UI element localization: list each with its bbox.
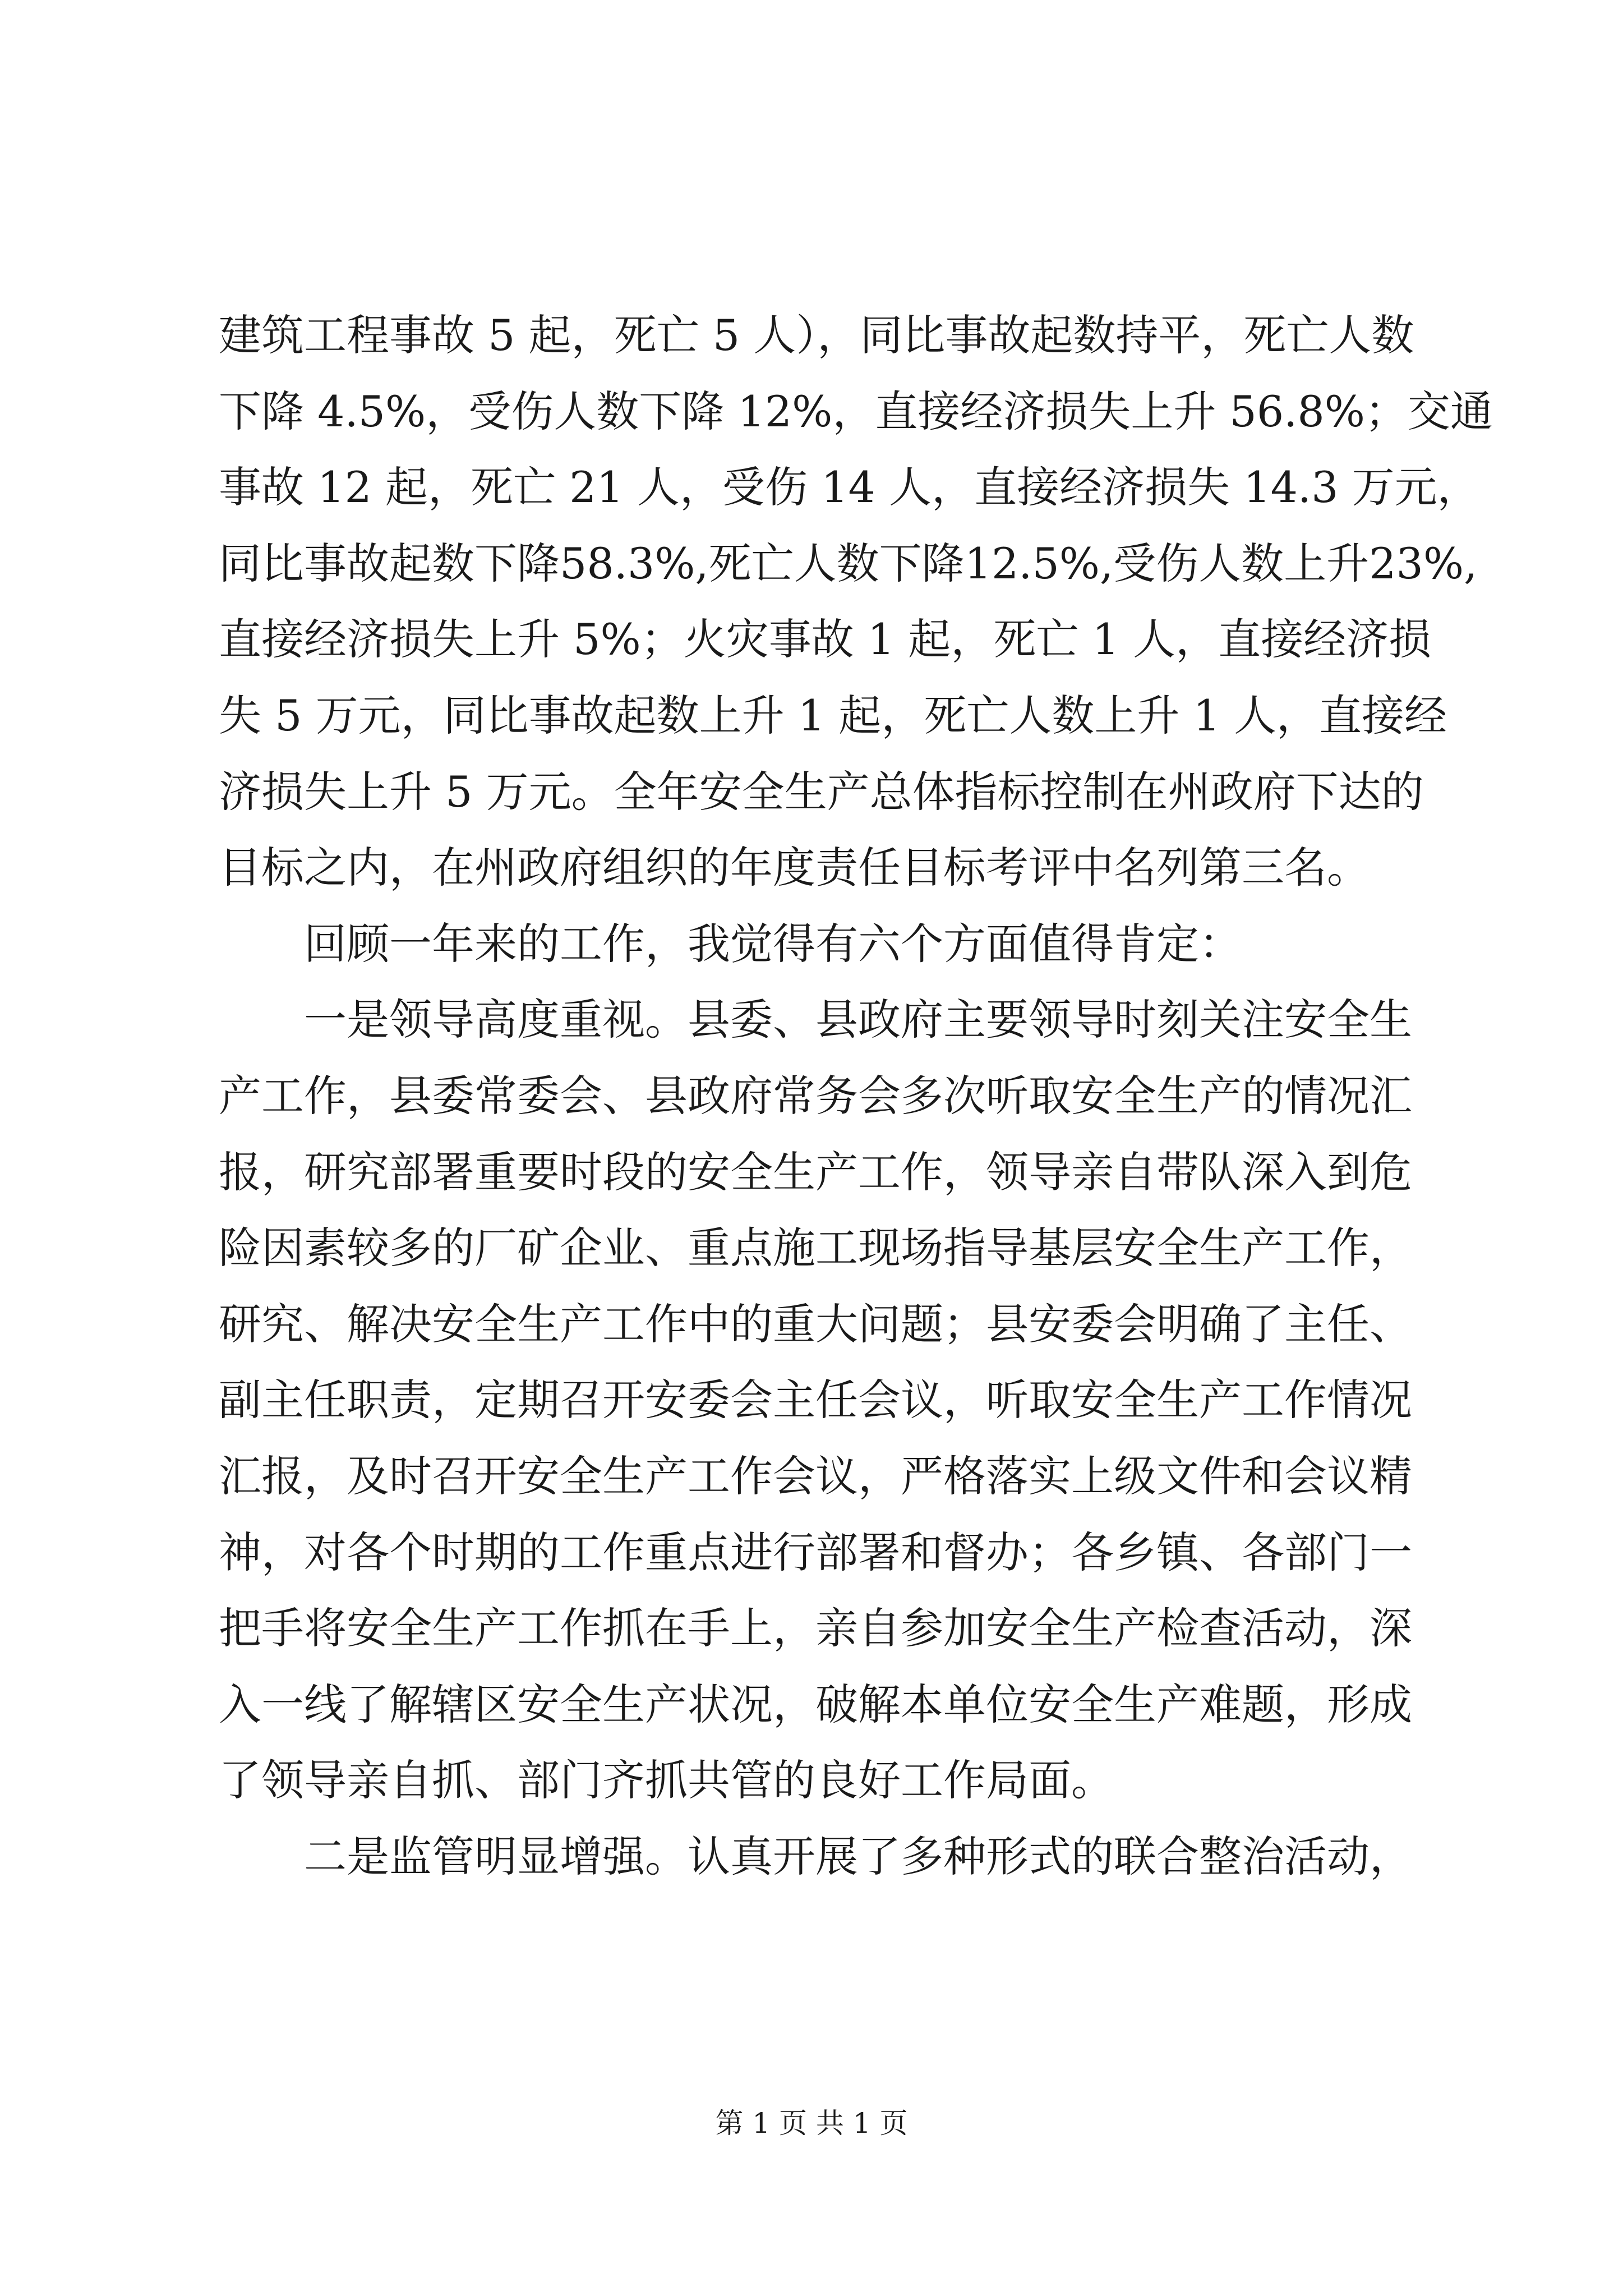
text-line: 二是监管明显增强。认真开展了多种形式的联合整治活动，	[304, 1831, 1412, 1881]
text-line: 入一线了解辖区安全生产状况，破解本单位安全生产难题，形成	[219, 1679, 1412, 1729]
text-line: 一是领导高度重视。县委、县政府主要领导时刻关注安全生	[304, 995, 1412, 1045]
text-line: 下降 4.5%，受伤人数下降 12%，直接经济损失上升 56.8%；交通	[219, 386, 1493, 436]
page-footer: 第 1 页 共 1 页	[715, 2107, 908, 2139]
document-body	[219, 297, 1493, 1894]
text-line: 失 5 万元，同比事故起数上升 1 起，死亡人数上升 1 人，直接经	[219, 690, 1447, 740]
text-line: 副主任职责，定期召开安委会主任会议，听取安全生产工作情况	[219, 1375, 1412, 1425]
text-line: 同比事故起数下降58.3%,死亡人数下降12.5%,受伤人数上升23%,	[219, 538, 1478, 588]
text-line: 事故 12 起，死亡 21 人，受伤 14 人，直接经济损失 14.3 万元，	[219, 462, 1480, 513]
text-line: 产工作，县委常委会、县政府常务会多次听取安全生产的情况汇	[219, 1070, 1412, 1121]
text-line: 济损失上升 5 万元。全年安全生产总体指标控制在州政府下达的	[219, 766, 1424, 817]
text-line: 了领导亲自抓、部门齐抓共管的良好工作局面。	[219, 1755, 1114, 1806]
text-line: 回顾一年来的工作，我觉得有六个方面值得肯定：	[304, 918, 1242, 969]
text-line: 报，研究部署重要时段的安全生产工作，领导亲自带队深入到危	[219, 1147, 1412, 1197]
text-line: 险因素较多的厂矿企业、重点施工现场指导基层安全生产工作，	[219, 1223, 1412, 1273]
text-line: 汇报，及时召开安全生产工作会议，严格落实上级文件和会议精	[219, 1451, 1412, 1501]
text-line: 把手将安全生产工作抓在手上，亲自参加安全生产检查活动，深	[219, 1603, 1412, 1654]
text-line: 研究、解决安全生产工作中的重大问题；县安委会明确了主任、	[219, 1299, 1412, 1349]
text-line: 神，对各个时期的工作重点进行部署和督办；各乡镇、各部门一	[219, 1527, 1412, 1577]
text-line: 建筑工程事故 5 起，死亡 5 人），同比事故起数持平，死亡人数	[219, 310, 1414, 360]
text-line: 直接经济损失上升 5%；火灾事故 1 起，死亡 1 人，直接经济损	[219, 614, 1432, 665]
text-line: 目标之内，在州政府组织的年度责任目标考评中名列第三名。	[219, 843, 1370, 893]
